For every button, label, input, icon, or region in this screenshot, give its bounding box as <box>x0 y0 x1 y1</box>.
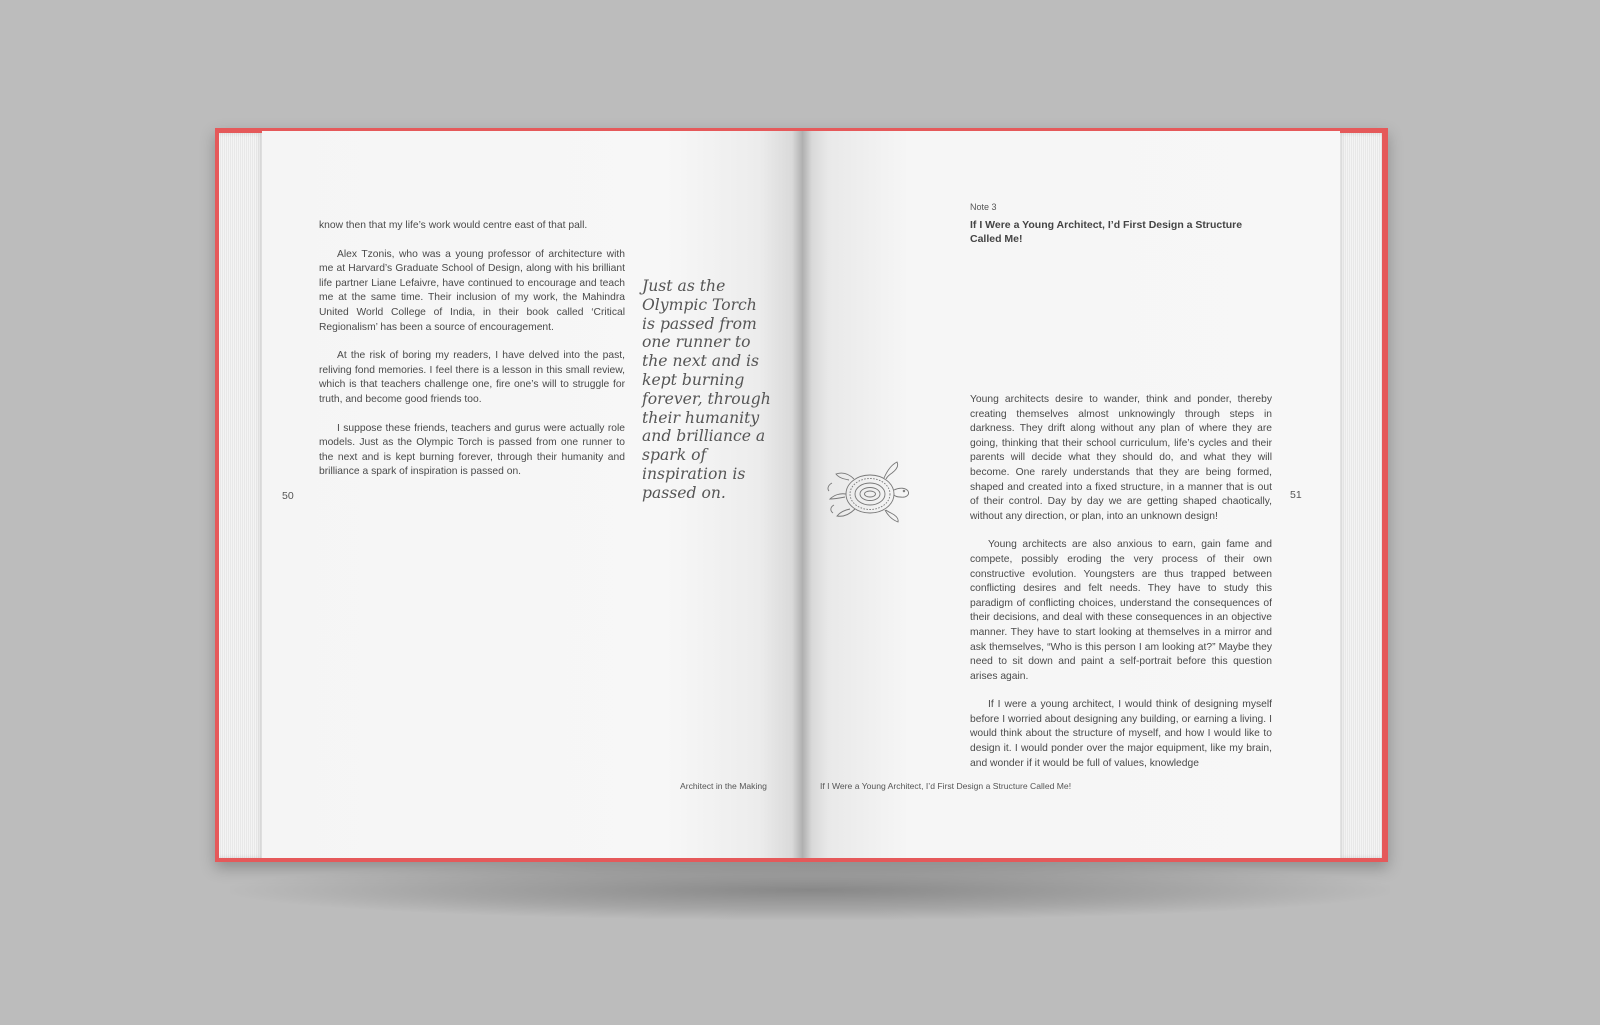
left-page-body <box>319 219 625 494</box>
page-edges-right <box>1338 133 1382 858</box>
paragraph: Young architects desire to wander, think and ponder, thereby creating themselves almost unknowingly through steps in darkness. They drift along without any plan of where they are going, thinking that their school curriculum, life’s cycles and their parents will decide what they should do, and what they will become. One rarely understands that they are being formed, shaped and created into a fixed structure, in a manner that is out of their control. Day by day we are getting shaped chaotically, without any direction, or plan, into an unknown design! <box>970 394 1272 522</box>
book-shadow <box>230 860 1390 920</box>
running-footer-right: If I Were a Young Architect, I’d First Design a Structure Called Me! <box>820 781 1072 791</box>
paragraph: know then that my life’s work would centre east of that pall. <box>319 220 588 231</box>
paragraph: Alex Tzonis, who was a young professor of architecture with me at Harvard’s Graduate School of Design, along with his brilliant life partner Liane Lefaivre, have continued to encourage and teach me at the same time. Their inclusion of my work, the Mahindra United World College of India, in their book called ‘Critical Regionalism’ has been a source of encouragement. <box>319 248 625 333</box>
paragraph: I suppose these friends, teachers and gurus were actually role models. Just as the Olympic Torch is passed from one runner to the next and is kept burning forever, through their humanity and brilliance a spark of inspiration is passed on. <box>319 422 625 478</box>
page-number-right: 51 <box>1290 489 1302 501</box>
pull-quote: Just as the Olympic Torch is passed from one runner to the next and is kept burning forever, through their humanity and brilliance a spark of inspiration is passed on. <box>642 277 771 502</box>
page-edges-left <box>219 133 263 858</box>
chapter-title: If I Were a Young Architect, I’d First Design a Structure Called Me! <box>970 219 1243 245</box>
note-label: Note 3 <box>970 202 997 212</box>
right-page-body <box>970 393 1272 785</box>
turtle-icon <box>822 457 922 531</box>
right-page <box>802 131 1340 858</box>
paragraph: Young architects are also anxious to earn, gain fame and compete, possibly eroding the very process of their own constructive evolution. Youngsters are thus trapped between conflicting desires and felt needs. They have to study this paradigm of conflicting choices, understand the consequences of their decisions, and deal with these consequences in an objective manner. They have to start looking at themselves in a mirror and ask themselves, “Who is this person I am looking at?” Maybe they need to sit down and paint a self-portrait before this question arises again. <box>970 539 1272 682</box>
page-number-left: 50 <box>282 490 294 502</box>
paragraph: At the risk of boring my readers, I have delved into the past, reliving fond memories. I feel there is a lesson in this small review, which is that teachers challenge one, fire one’s will to struggle for truth, and become good friends too. <box>319 350 625 405</box>
left-page <box>262 131 802 858</box>
paragraph: If I were a young architect, I would think of designing myself before I worried about designing any building, or earning a living. I would think about the structure of myself, and how I would like to design it. I would ponder over the major equipment, like my brain, and wonder if it would be full of values, knowledge <box>970 699 1272 769</box>
book-gutter <box>792 131 812 858</box>
running-footer-left: Architect in the Making <box>680 781 767 791</box>
